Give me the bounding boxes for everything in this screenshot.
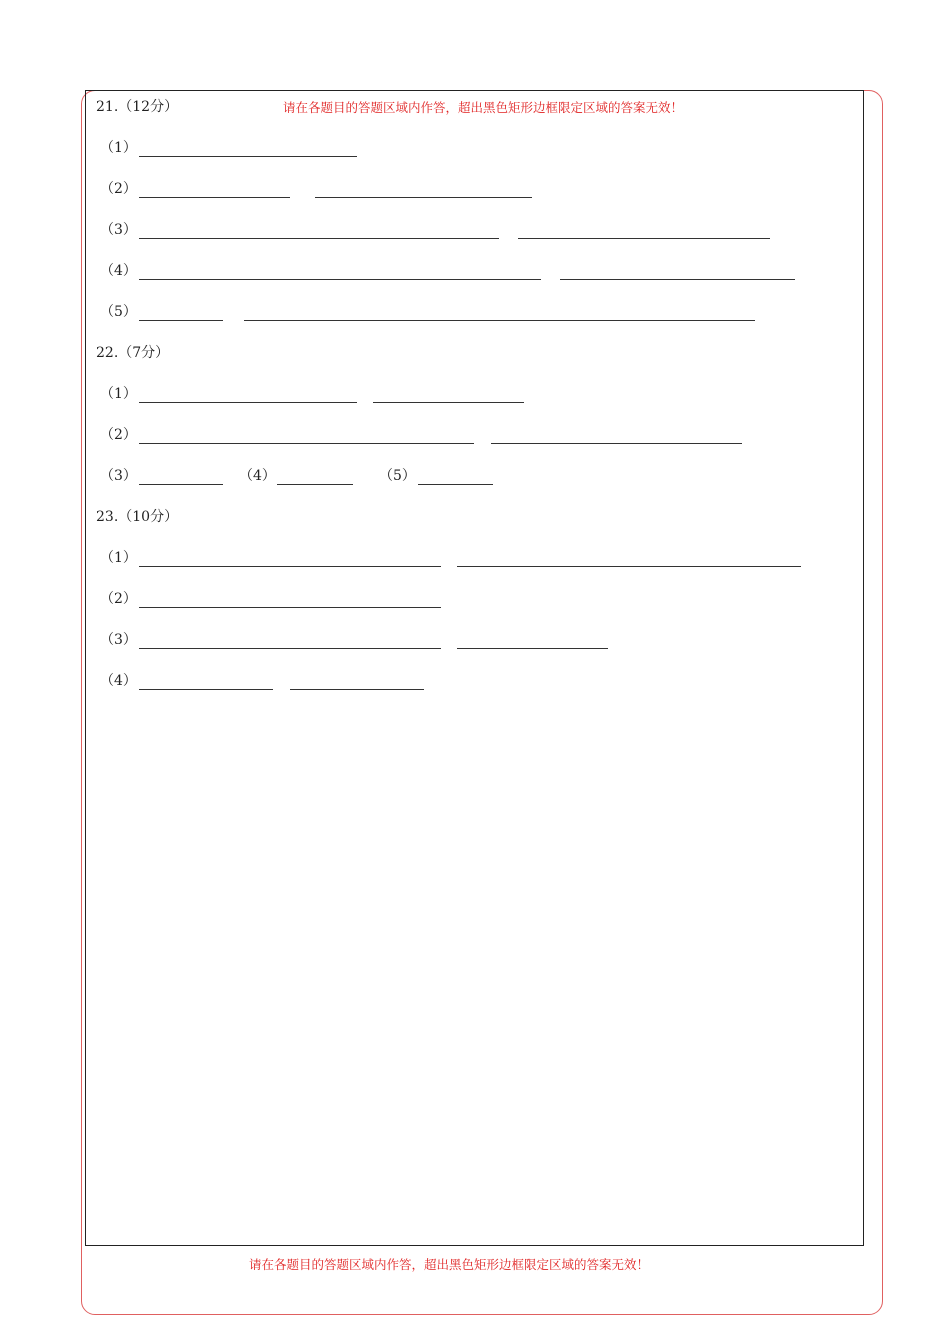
q23-part-2-label: （2） <box>100 591 137 607</box>
q21-part-2-label: （2） <box>100 181 137 197</box>
q23-4-blank-a[interactable] <box>139 689 273 690</box>
q23-3-blank-a[interactable] <box>139 648 441 649</box>
q22-1-blank-b[interactable] <box>373 402 524 403</box>
q21-4-blank-b[interactable] <box>560 279 795 280</box>
q21-5-blank-a[interactable] <box>139 320 223 321</box>
q23-1-blank-a[interactable] <box>139 566 441 567</box>
q22-4-blank[interactable] <box>277 484 353 485</box>
q23-1-blank-b[interactable] <box>457 566 801 567</box>
q22-part-5-label: （5） <box>379 468 416 484</box>
q23-part-3-label: （3） <box>100 632 137 648</box>
q21-1-blank[interactable] <box>139 156 357 157</box>
question-22-title: 22.（7分） <box>96 345 170 361</box>
q21-4-blank-a[interactable] <box>139 279 541 280</box>
question-23-title: 23.（10分） <box>96 509 179 525</box>
q22-2-blank-b[interactable] <box>491 443 742 444</box>
q23-4-blank-b[interactable] <box>290 689 424 690</box>
q23-3-blank-b[interactable] <box>457 648 608 649</box>
answer-area-border <box>85 90 864 1246</box>
q21-2-blank-b[interactable] <box>315 197 532 198</box>
q22-part-2-label: （2） <box>100 427 137 443</box>
notice-bottom: 请在各题目的答题区域内作答，超出黑色矩形边框限定区域的答案无效！ <box>249 1257 650 1272</box>
q21-part-1-label: （1） <box>100 140 137 156</box>
q21-2-blank-a[interactable] <box>139 197 290 198</box>
q23-part-4-label: （4） <box>100 673 137 689</box>
q23-2-blank[interactable] <box>139 607 441 608</box>
q22-5-blank[interactable] <box>418 484 493 485</box>
q21-part-4-label: （4） <box>100 263 137 279</box>
q22-part-4-label: （4） <box>239 468 276 484</box>
q22-part-1-label: （1） <box>100 386 137 402</box>
q21-3-blank-a[interactable] <box>139 238 499 239</box>
q22-3-blank[interactable] <box>139 484 223 485</box>
q22-2-blank-a[interactable] <box>139 443 474 444</box>
question-21-title: 21.（12分） <box>96 99 179 115</box>
q21-part-3-label: （3） <box>100 222 137 238</box>
q21-3-blank-b[interactable] <box>518 238 770 239</box>
q21-5-blank-b[interactable] <box>244 320 755 321</box>
q22-part-3-label: （3） <box>100 468 137 484</box>
q22-1-blank-a[interactable] <box>139 402 357 403</box>
notice-top: 请在各题目的答题区域内作答，超出黑色矩形边框限定区域的答案无效！ <box>283 100 684 115</box>
q21-part-5-label: （5） <box>100 304 137 320</box>
q23-part-1-label: （1） <box>100 550 137 566</box>
